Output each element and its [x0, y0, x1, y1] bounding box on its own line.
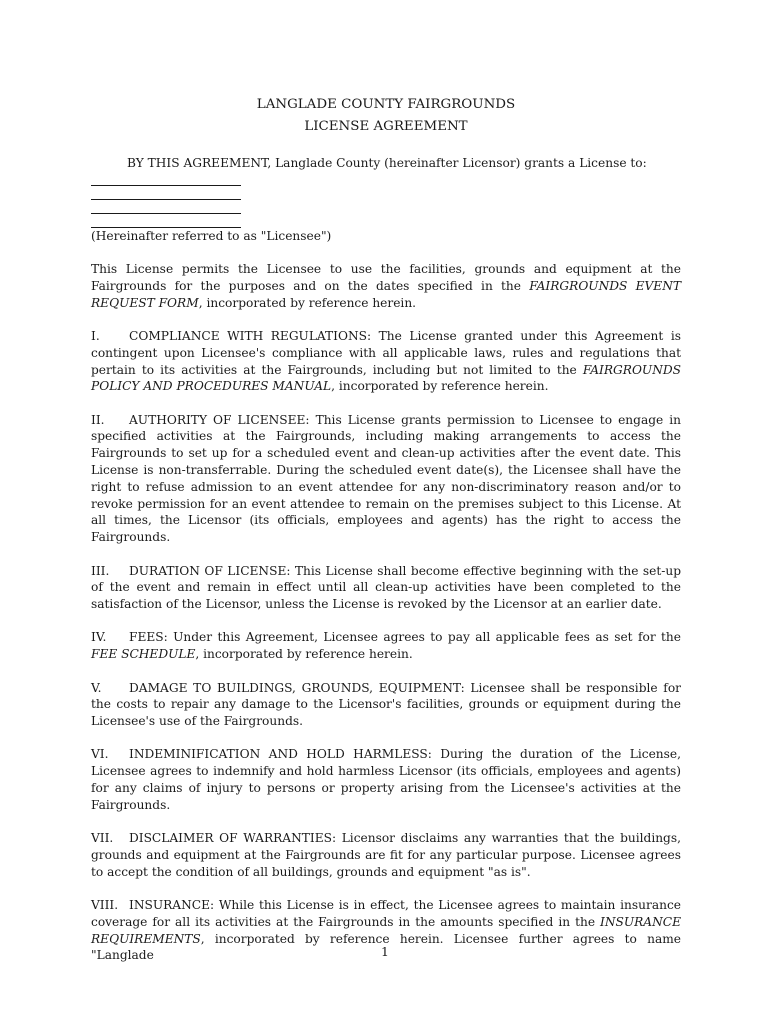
- title-line-2: LICENSE AGREEMENT: [304, 119, 468, 134]
- section-text: This License grants permission to Licensee to engage in specified activities at the Fairgrounds, including making arrangements to access the Fairgrounds to set up for a scheduled event and clean-up activities after the event date. This License is non-transferrable. During the scheduled event date(s), the Licensee shall have the right to refuse admission to an event attendee for any non-discriminatory reason and/or to revoke permission for an event attendee to remain on the premises subject to this License. At all times, the Licensor (its officials, employees and agents) has the right to access the Fairgrounds.: [91, 412, 681, 545]
- licensee-note: (Hereinafter referred to as "Licensee"): [91, 228, 332, 243]
- section-compliance: [91, 328, 681, 395]
- section-reference: FEE SCHEDULE: [91, 647, 196, 662]
- section-text-before: The License granted under this Agreement is contingent upon Licensee's compliance with all applicable laws, rules and regulations that pertain to its activities at the Fairgrounds, including but not limited to the: [91, 328, 681, 377]
- purpose-text-before: This License permits the Licensee to use the facilities, grounds and equipment at the Fairgrounds for the purposes and on the dates specified in the: [91, 262, 681, 293]
- section-heading: DAMAGE TO BUILDINGS, GROUNDS, EQUIPMENT:: [129, 680, 465, 695]
- section-number: II.: [91, 412, 105, 427]
- section-duration: [91, 563, 681, 613]
- section-heading: DURATION OF LICENSE:: [129, 563, 291, 578]
- section-reference: INSURANCE REQUIREMENTS: [91, 914, 681, 946]
- section-text: Licensor disclaims any warranties that the buildings, grounds and equipment at the Fairgrounds are fit for any particular purpose. Licensee agrees to accept the condition of all buildings, grounds and equipment "as is".: [91, 831, 681, 879]
- blank-line-4[interactable]: [91, 214, 241, 228]
- section-text-after: , incorporated by reference herein. Licensee further agrees to name "Langlade: [91, 931, 681, 963]
- section-text-after: , incorporated by reference herein.: [331, 379, 549, 394]
- intro-paragraph: BY THIS AGREEMENT, Langlade County (hereinafter Licensor) grants a License to:: [127, 156, 647, 170]
- section-number: V.: [91, 680, 102, 695]
- section-indemnification: [91, 746, 681, 813]
- section-number: VII.: [91, 831, 114, 846]
- blank-line-2[interactable]: [91, 186, 241, 200]
- section-number: VIII.: [91, 898, 119, 912]
- section-disclaimer: [91, 830, 681, 880]
- section-heading: INDEMINIFICATION AND HOLD HARMLESS:: [129, 747, 432, 762]
- section-heading: COMPLIANCE WITH REGULATIONS:: [129, 328, 372, 343]
- document-title: [91, 94, 681, 138]
- section-text: During the duration of the License, Licensee agrees to indemnify and hold harmless Licensor (its officials, employees and agents) for any claims of injury to persons or property arising from the Licensee's activities at the Fairgrounds.: [91, 747, 681, 812]
- section-damage: [91, 680, 681, 730]
- section-authority: [91, 412, 681, 546]
- section-number: III.: [91, 563, 110, 578]
- section-heading: DISCLAIMER OF WARRANTIES:: [129, 831, 337, 846]
- section-text: This License shall become effective beginning with the set-up of the event and remain in effect until all clean-up activities have been completed to the satisfaction of the Licensor, unless the License is revoked by the Licensor at an earlier date.: [91, 563, 682, 612]
- page-number: 1: [381, 944, 389, 959]
- section-number: I.: [91, 328, 100, 343]
- purpose-text-after: , incorporated by reference herein.: [198, 295, 417, 310]
- section-heading: AUTHORITY OF LICENSEE:: [129, 412, 310, 427]
- purpose-form-name: FAIRGROUNDS EVENT REQUEST FORM: [91, 278, 681, 310]
- section-text-after: , incorporated by reference herein.: [195, 647, 413, 662]
- blank-line-3[interactable]: [91, 200, 241, 214]
- blank-line-1[interactable]: [91, 172, 241, 186]
- purpose-paragraph: [91, 261, 681, 311]
- section-heading: FEES:: [129, 630, 168, 645]
- section-fees: [91, 629, 681, 663]
- section-text-before: Under this Agreement, Licensee agrees to pay all applicable fees as set for the: [167, 630, 681, 645]
- section-reference: FAIRGROUNDS POLICY AND PROCEDURES MANUAL: [91, 362, 681, 394]
- section-text: Licensee shall be responsible for the costs to repair any damage to the Licensor's facilities, grounds or equipment during the Licensee's use of the Fairgrounds.: [91, 680, 681, 729]
- title-line-1: LANGLADE COUNTY FAIRGROUNDS: [256, 97, 516, 112]
- section-number: VI.: [91, 747, 109, 762]
- section-heading: INSURANCE:: [129, 898, 215, 912]
- section-text-before: While this License is in effect, the Licensee agrees to maintain insurance coverage for all its activities at the Fairgrounds in the amounts specified in the: [91, 898, 681, 929]
- licensee-blank-lines: [91, 172, 681, 245]
- section-number: IV.: [91, 630, 107, 645]
